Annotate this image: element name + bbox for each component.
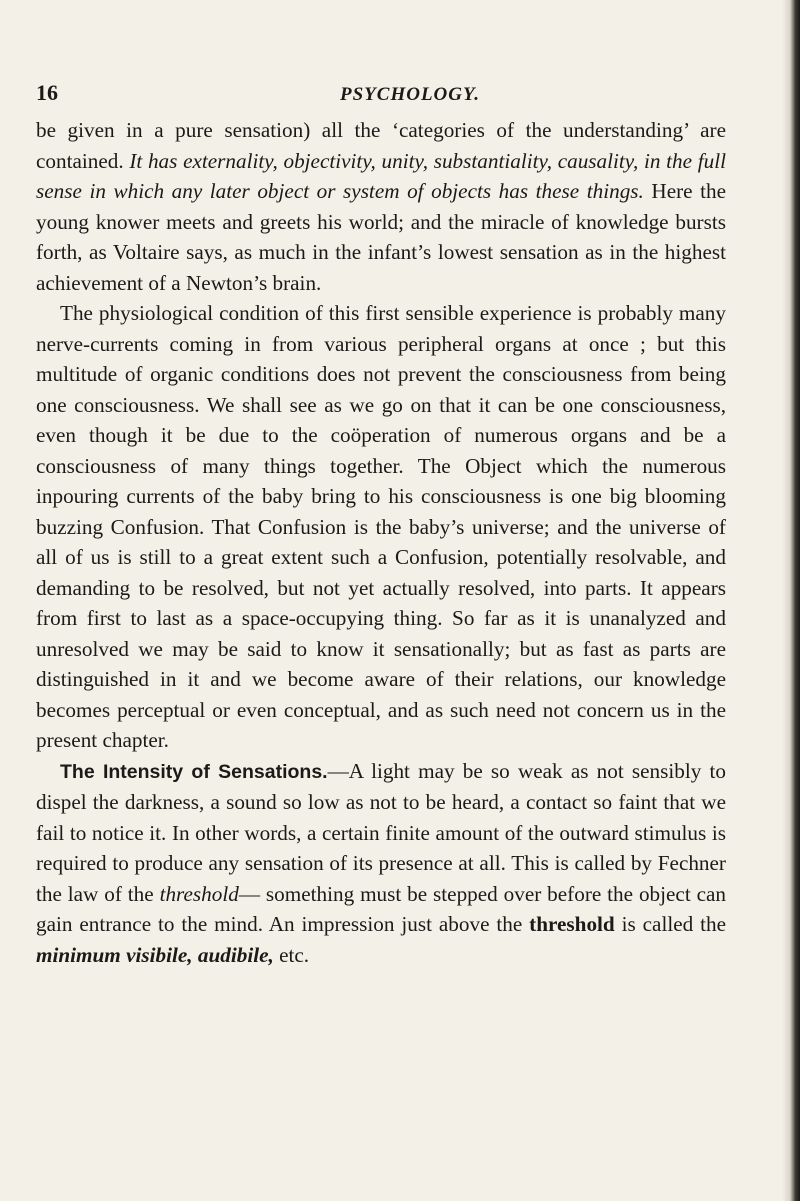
bold-term: threshold bbox=[529, 912, 615, 936]
page-number: 16 bbox=[36, 80, 58, 105]
section-heading: The Intensity of Sensations. bbox=[60, 760, 328, 783]
text-span: is called the bbox=[614, 912, 726, 936]
paragraph-categories bbox=[36, 115, 726, 298]
text-span: — something must be stepped over before the object can gain entrance to the mind. An impression just above the bbox=[36, 881, 726, 936]
text-span: —A light may be so weak as not sensibly to dispel the darkness, a sound so low as not to be heard, a contact so faint that we fail to notice it. In other words, a certain finite amount of the outward stimulus is required to produce any sensation of its presence at all. This is called by Fechner the law of the bbox=[36, 758, 726, 906]
text-span: Here the young knower meets and greets his world; and the miracle of knowledge bursts forth, as Voltaire says, as much in the infant’s lowest sensation as in the highest achievement of a Newton’s brain. bbox=[36, 179, 726, 295]
running-title: PSYCHOLOGY. bbox=[340, 84, 480, 105]
italic-term: threshold bbox=[159, 881, 239, 906]
paragraph-intensity bbox=[36, 756, 726, 971]
body-text bbox=[36, 115, 726, 970]
page-edge-shadow bbox=[782, 0, 800, 1201]
paragraph-physiological-condition: The physiological condition of this first sensible experience is probably many nerve-currents coming in from various peripheral organs at once ; but this multitude of organic conditions does not prevent the consciousness from being one consciousness. We shall see as we go on that it can be one consciousness, even though it be due to the coöperation of numerous organs and be a consciousness of many things together. The Object which the numerous inpouring currents of the baby bring to his consciousness is one big blooming buzzing Confusion. That Confusion is the baby’s universe; and the universe of all of us is still to a great extent such a Confusion, potentially resolvable, and demanding to be resolved, but not yet actually resolved, into parts. It appears from first to last as a space-occupying thing. So far as it is unanalyzed and unresolved we may be said to know it sensationally; but as fast as parts are distinguished in it and we become aware of their relations, our knowledge becomes perceptual or even conceptual, and as such need not concern us in the present chapter. bbox=[36, 301, 726, 752]
italic-passage: It has externality, objectivity, unity, substantiality, causality, in the full sense in which any later object or system of objects has these things. bbox=[36, 148, 726, 203]
text-span: be given in a pure sensation) all the ‘categories of the understanding’ are contained. bbox=[36, 118, 726, 173]
text-span: etc. bbox=[273, 942, 310, 967]
italic-term: minimum visibile, audibile, bbox=[36, 942, 274, 967]
